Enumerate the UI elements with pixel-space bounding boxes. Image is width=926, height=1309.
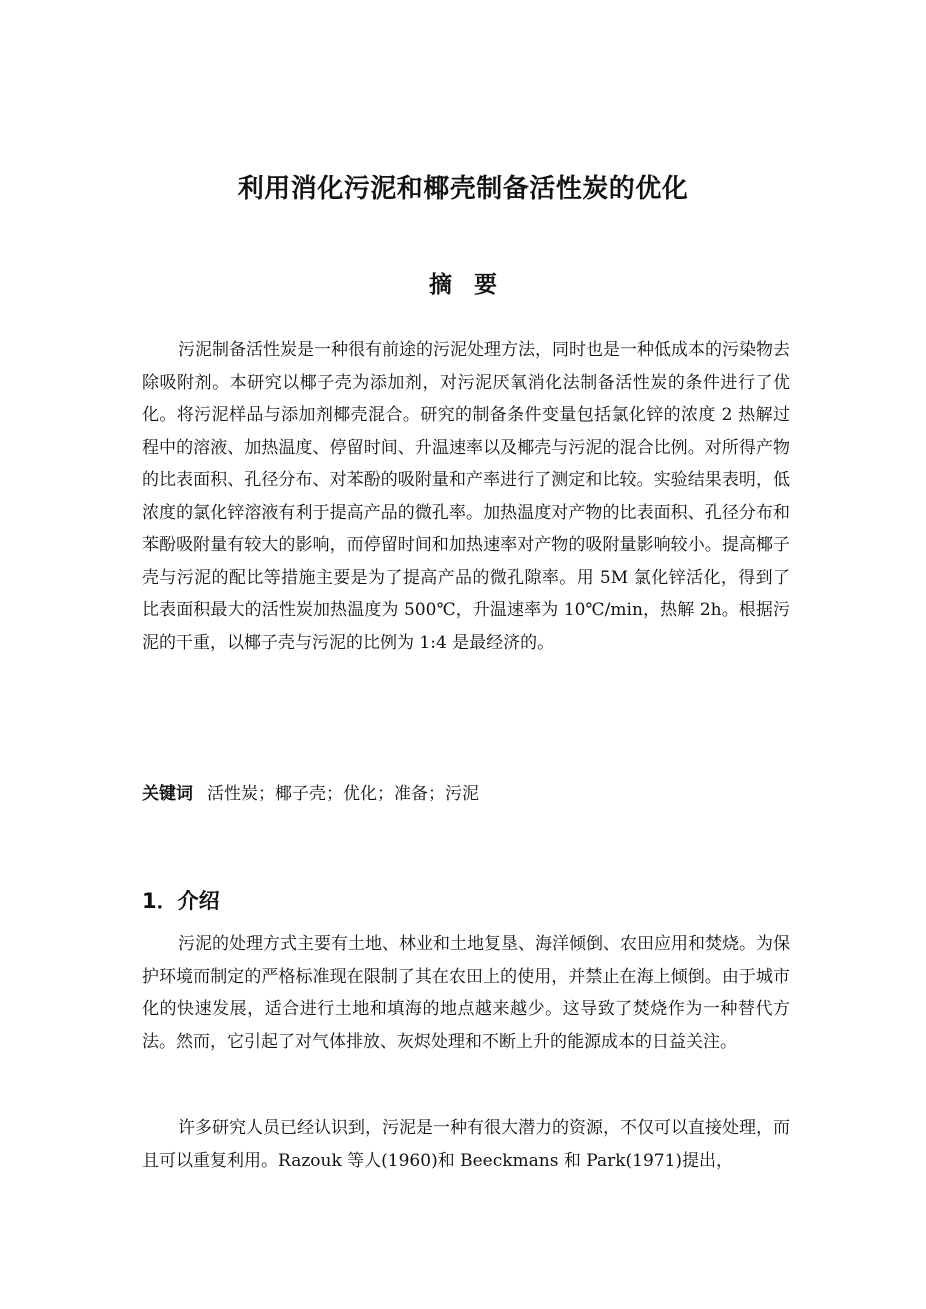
- abstract-paragraph: 污泥制备活性炭是一种很有前途的污泥处理方法，同时也是一种低成本的污染物去除吸附剂。本研究以椰子壳为添加剂，对污泥厌氧消化法制备活性炭的条件进行了优化。将污泥样品与添加剂椰壳混合。研究的制备条件变量包括氯化锌的浓度 2 热解过程中的溶液、加热温度、停留时间、升温速率以及椰壳与污泥的混合比例。对所得产物的比表面积、孔径分布、对苯酚的吸附量和产率进行了测定和比较。实验结果表明，低浓度的氯化锌溶液有利于提高产品的微孔率。加热温度对产物的比表面积、孔径分布和苯酚吸附量有较大的影响，而停留时间和加热速率对产物的吸附量影响较小。提高椰子壳与污泥的配比等措施主要是为了提高产品的微孔隙率。用 5M 氯化锌活化，得到了比表面积最大的活性炭加热温度为 500℃，升温速率为 10℃/min，热解 2h。根据污泥的干重，以椰子壳与污泥的比例为 1:4 是最经济的。: [142, 340, 790, 653]
- keywords-label: 关键词: [142, 784, 193, 804]
- document-title: 利用消化污泥和椰壳制备活性炭的优化: [237, 174, 689, 204]
- abstract-heading: 摘要: [429, 272, 519, 298]
- section-heading-introduction: 1．介绍: [142, 889, 220, 913]
- intro-paragraph-2: 许多研究人员已经认识到，污泥是一种有很大潜力的资源，不仅可以直接处理，而且可以重复利用。Razouk 等人(1960)和 Beeckmans 和 Park(1971)提出，: [142, 1118, 790, 1171]
- intro-paragraph-1: 污泥的处理方式主要有土地、林业和土地复垦、海洋倾倒、农田应用和焚烧。为保护环境而制定的严格标准现在限制了其在农田上的使用，并禁止在海上倾倒。由于城市化的快速发展，适合进行土地和填海的地点越来越少。这导致了焚烧作为一种替代方法。然而，它引起了对气体排放、灰烬处理和不断上升的能源成本的日益关注。: [142, 934, 790, 1052]
- keywords-line: [142, 778, 790, 810]
- keywords-text: 活性炭；椰子壳；优化；准备；污泥: [207, 784, 479, 804]
